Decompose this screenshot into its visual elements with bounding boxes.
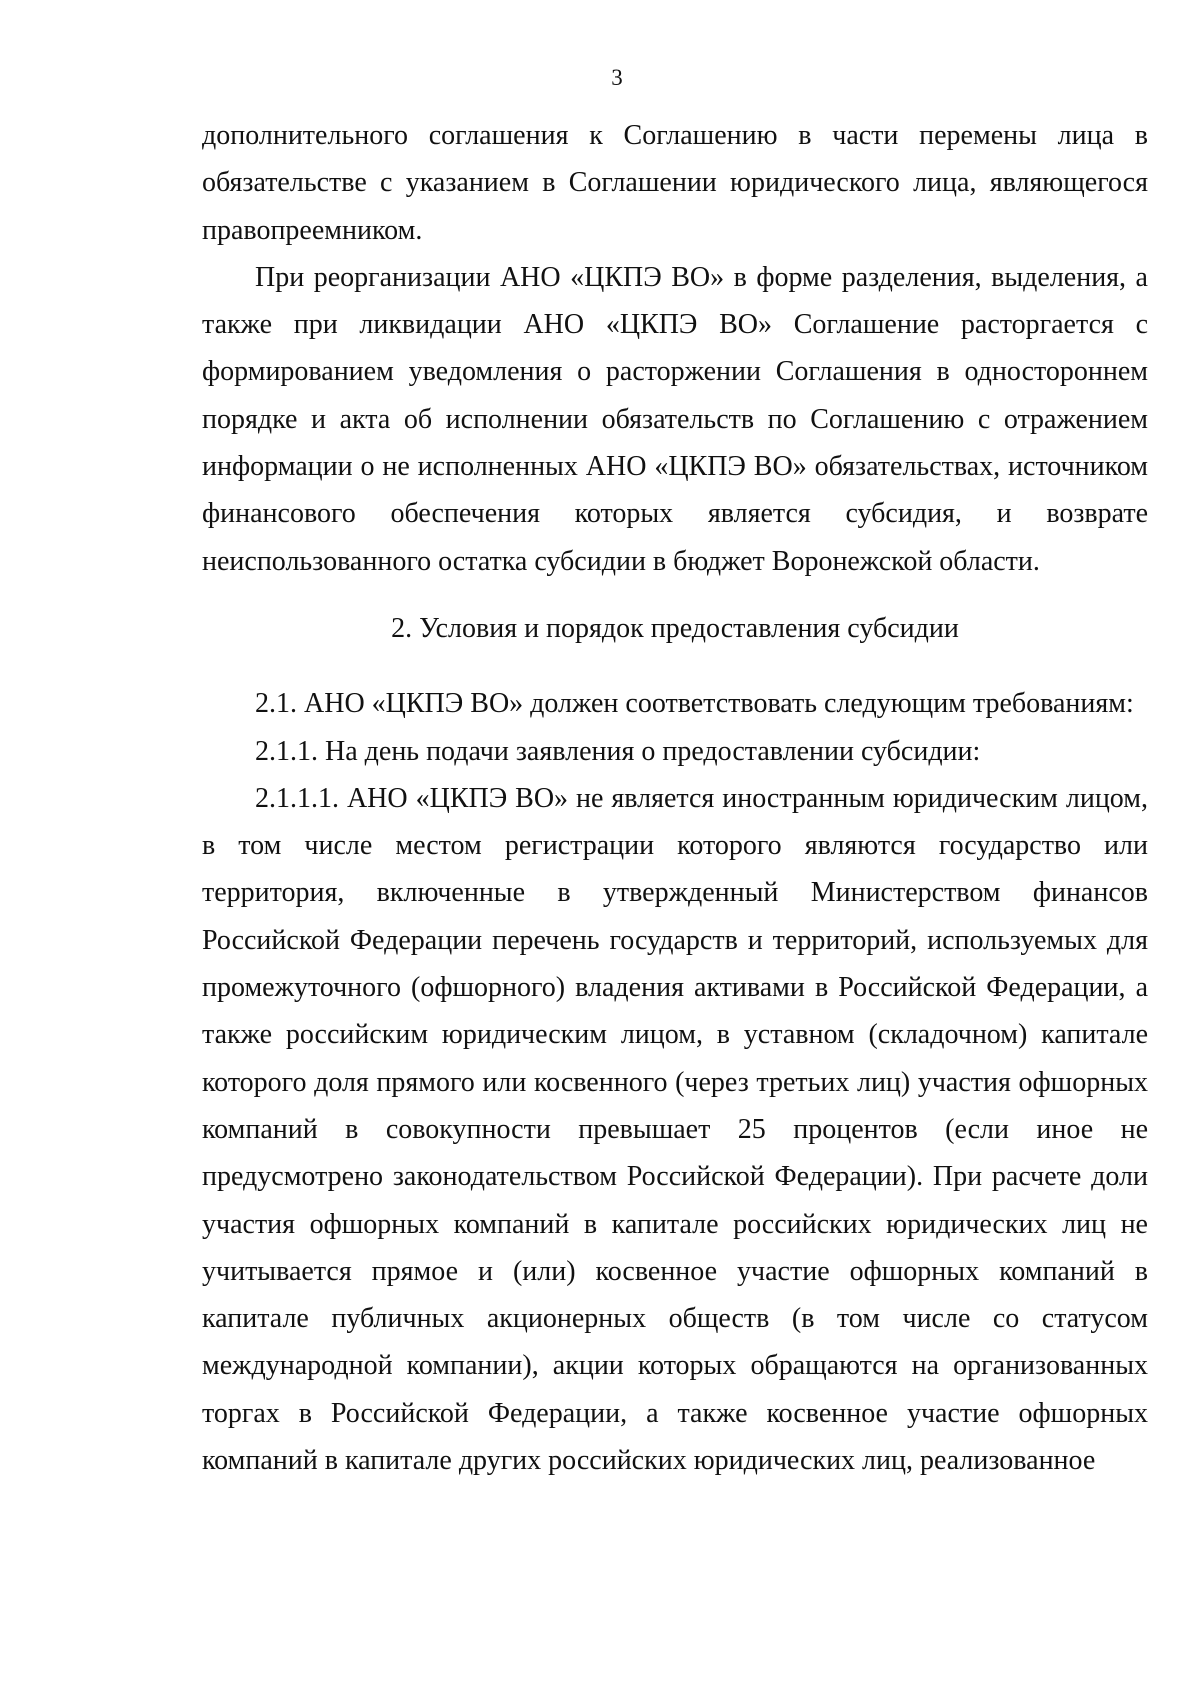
- paragraph-reorganization: При реорганизации АНО «ЦКПЭ ВО» в форме разделения, выделения, а также при ликвидации АНО «ЦКПЭ ВО» Соглашение расторгается с формированием уведомления о расторжении Соглашения в одностороннем порядке и акта об исполнении обязательств по Соглашению с отражением информации о не исполненных АНО «ЦКПЭ ВО» обязательствах, источником финансового обеспечения которых является субсидия, и возврате неиспользованного остатка субсидии в бюджет Воронежской области.: [202, 261, 1148, 577]
- paragraph-requirements: 2.1. АНО «ЦКПЭ ВО» должен соответствовать следующим требованиям:: [255, 688, 1134, 720]
- page-number: 3: [611, 65, 623, 90]
- document-body: [202, 112, 1148, 1484]
- section-heading: 2. Условия и порядок предоставления субсидии: [391, 612, 959, 644]
- paragraph-application-day: 2.1.1. На день подачи заявления о предоставлении субсидии:: [255, 735, 981, 767]
- paragraph-foreign-entity: 2.1.1.1. АНО «ЦКПЭ ВО» не является иностранным юридическим лицом, в том числе местом регистрации которого являются государство или территория, включенные в утвержденный Министерством финансов Российской Федерации перечень государств и территорий, используемых для промежуточного (офшорного) владения активами в Российской Федерации, а также российским юридическим лицом, в уставном (складочном) капитале которого доля прямого или косвенного (через третьих лиц) участия офшорных компаний в совокупности превышает 25 процентов (если иное не предусмотрено законодательством Российской Федерации). При расчете доли участия офшорных компаний в капитале российских юридических лиц не учитывается прямое и (или) косвенное участие офшорных компаний в капитале публичных акционерных обществ (в том числе со статусом международной компании), акции которых обращаются на организованных торгах в Российской Федерации, а также косвенное участие офшорных компаний в капитале других российских юридических лиц, реализованное: [202, 782, 1148, 1477]
- paragraph-continuation: дополнительного соглашения к Соглашению в части перемены лица в обязательстве с указанием в Соглашении юридического лица, являющегося правопреемником.: [202, 120, 1148, 246]
